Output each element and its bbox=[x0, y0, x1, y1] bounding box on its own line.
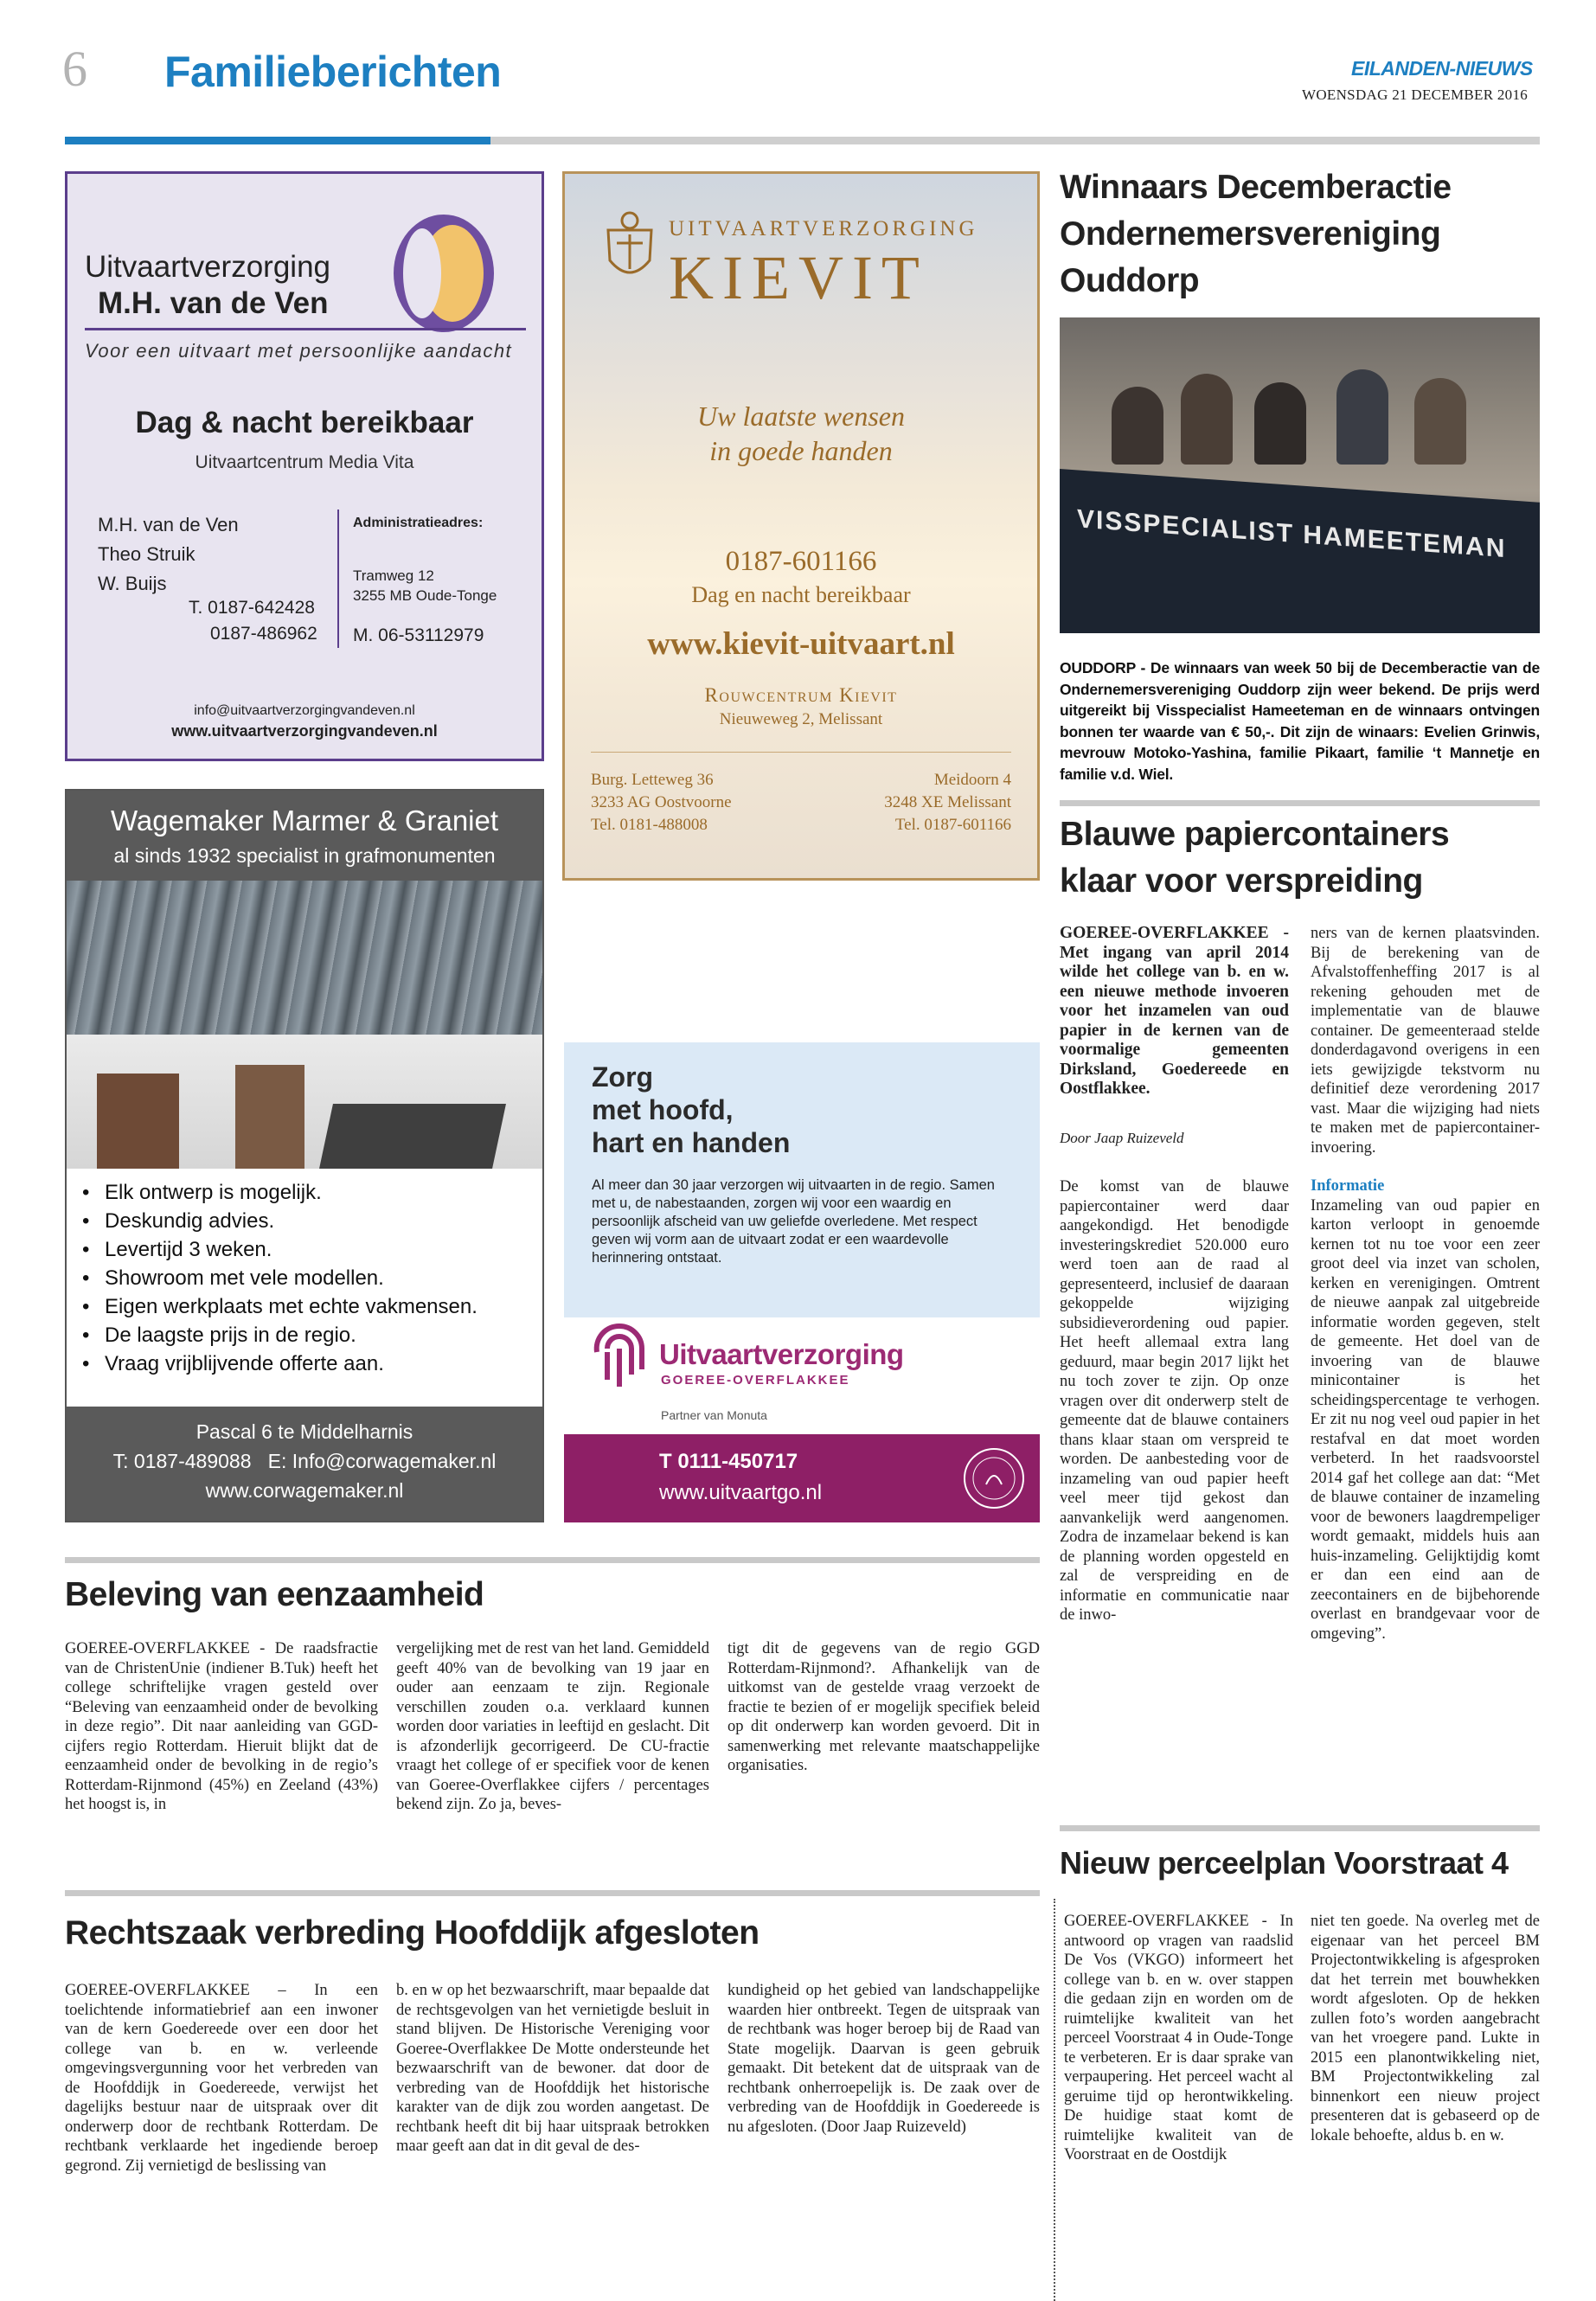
vandeven-subline: Uitvaartcentrum Media Vita bbox=[195, 452, 414, 472]
vandeven-vertical-rule bbox=[337, 510, 339, 648]
vandeven-address-1: Tramweg 12 bbox=[353, 567, 434, 584]
rechtszaak-text-3: kundigheid op het gebied van landschappelijke waarden hier ontbreekt. Tegen de uitspraak van de rechtbank was hoger beroep bij de Raad van State mogelijk. Daarvan is geen gebruik gemaakt. Dit betekent dat de uitspraak van de rechtbank onherroepelijk is. De zaak over de verbreding van de Hoofddijk in Goedereede is nu afgesloten. (Door Jaap Ruizeveld) bbox=[727, 1982, 1040, 2136]
goeree-head-2: met hoofd, bbox=[592, 1094, 734, 1125]
kievit-brand-large: KIEVIT bbox=[669, 243, 928, 312]
wagemaker-subtitle: al sinds 1932 specialist in grafmonumenten bbox=[113, 844, 496, 867]
goeree-body: Al meer dan 30 jaar verzorgen wij uitvaarten in de regio. Samen met u, de nabestaanden, zorgen wij voor een waardig en persoonlijk afscheid van uw geliefde overledene. Met respect geven wij vorm aan de uitvaart zodat er een waardevolle herinnering ontstaat. bbox=[592, 1177, 995, 1266]
papier-lead: GOEREE-OVERFLAKKEE - Met ingang van april 2014 wilde het college van b. en w. een nieuwe methode invoeren voor het inzamelen van oud papier in de kernen van de voormalige gemeenten Dirksland, Goedereede en Oostflakkee. bbox=[1060, 924, 1289, 1098]
rechtszaak-text-2: b. en w op het bezwaarschrift, maar bepaalde dat de rechtsgevolgen van het vernietigde besluit in stand blijven. De Historische Vereniging voor Goeree-Overflakkee De Motte ondersteunde het bezwaarschrift van de bewoner. dat door de verbreding van de Hoofddijk het historische karakter van de dijk zou worden aangetast. De rechtbank heeft dit bij haar uitspraak betrokken maar geeft aan dat in dit geval de des- bbox=[396, 1982, 709, 2155]
vandeven-address-2: 3255 MB Oude-Tonge bbox=[353, 587, 497, 604]
winners-caption: OUDDORP - De winnaars van week 50 bij de Decemberactie van de Ondernemersvereniging Ouddorp zijn weer bekend. De prijs werd uitgereikt bij Visspecialist Hameeteman en de winnaars ontvingen bonnen ter waarde van € 50,-. Dit zijn de winaars: Evelien Grinwis, mevrouw Motoko-Yashina, familie Pikaart, familie ‘t Mannetje en familie v.d. Wiel. bbox=[1060, 659, 1540, 783]
wagemaker-bullet: • Deskundig advies. bbox=[75, 1207, 542, 1235]
voorstraat-text-1: GOEREE-OVERFLAKKEE - In antwoord op vragen van raadslid De Vos (VKGO) informeert het college van b. en w. over stappen die gedaan zijn en worden om de ruimtelijke kwaliteit van het perceel Voorstraat 4 in Oude-Tonge te verbeteren. Er is daar sprake van verpaupering. Het perceel wacht al geruime tijd op herontwikkeling. De huidige staat komt de ruimtelijke kwaliteit van de Voorstraat en de Oostdijk bbox=[1064, 1913, 1293, 2163]
goeree-head-1: Zorg bbox=[592, 1061, 654, 1093]
papier-body-2: ners van de kernen plaatsvinden. Bij de berekening van de Afvalstoffenheffing 2017 is al rekening gehouden met de implementatie van de blauwe container. De gemeenteraad stelde donderdagavond overigens in een iets gewijzigde tekstvorm nu definitief deze verordening 2017 vast. Maar die wijziging had niets te maken met de papiercontainer-invoering. bbox=[1311, 925, 1540, 1157]
papier-body-1: De komst van de blauwe papiercontainer werd daar aangekondigd. Het benodigde investeringskrediet 520.000 euro werd toen aan de raad al gepresenteerd, inclusief de daaraan gekoppelde wijziging subsidieverordening oud papier. Het heeft allemaal extra lang geduurd, maar begin 2017 lijkt het nu toch zover te zijn. Op onze vragen over dit onderwerp stelt de gemeente dat de blauwe containers thans klaar staan om verspreid te worden. De aanbesteding voor de inzameling van oud papier heeft veel meer tijd gekost dan aanvankelijk werd aangenomen. Zodra de inzamelaar bekend is kan de planning worden opgesteld en zal de verspreiding en de informatie en communicatie naar de inwo- bbox=[1060, 1178, 1289, 1624]
wagemaker-bullet: • Showroom met vele modellen. bbox=[75, 1264, 542, 1292]
eenzaamheid-col-1 bbox=[65, 1639, 378, 1815]
ad-uitvaart-kievit bbox=[562, 171, 1040, 881]
vandeven-brand-line2: M.H. van de Ven bbox=[98, 286, 329, 320]
divider-rechtszaak bbox=[65, 1890, 1040, 1896]
wagemaker-footer-1: Pascal 6 te Middelharnis bbox=[195, 1420, 413, 1443]
vandeven-admin-label: Administratieadres: bbox=[353, 516, 484, 530]
wagemaker-photo-showroom bbox=[67, 881, 542, 1035]
eenzaamheid-text-3: tigt dit de gegevens van de regio GGD Rotterdam-Rijnmond?. Afhankelijk van de uitkomst van de gestelde vraag verzoekt de fractie te bezien of er mogelijk specifiek beleid op dit onderwerp kan worden gevoerd. Dit in samenwerking met relevante maatschappelijke organisaties. bbox=[727, 1640, 1040, 1774]
vandeven-name-2: Theo Struik bbox=[98, 543, 195, 565]
papier-body-3: Inzameling van oud papier en karton verloopt in genoemde kernen tot nu toe voor een zeer groot deel via inzet van scholen, kerken en verenigingen. Omtrent de nieuwe aanpak zal uitgebreide informatie worden gegeven, stelt de gemeente. Het doel van de invoering van de blauwe minicontainer is het scheidingspercentage te verhogen. Er zit nu nog veel oud papier in het restafval en dat moet worden verbeterd. In het raadsvoorstel 2014 gaf het college aan dat: “Met de blauwe container de inzameling voor de bewoners laagdrempeliger wordt gemaakt, middels huis aan huis-inzameling. Gelijktijdig komt er dan een eind aan de zeecontainers en de bijbehorende overlast en brandgevaar voor de omgeving”. bbox=[1311, 1196, 1540, 1643]
papier-subhead: Informatie bbox=[1311, 1177, 1385, 1195]
wagemaker-title: Wagemaker Marmer & Graniet bbox=[110, 804, 499, 836]
vandeven-phone-2: 0187-486962 bbox=[210, 624, 317, 644]
divider-eenzaamheid bbox=[65, 1557, 1040, 1563]
vandeven-logo-icon bbox=[370, 208, 509, 338]
kievit-center: Rouwcentrum Kievit bbox=[704, 684, 898, 706]
voorstraat-title: Nieuw perceelplan Voorstraat 4 bbox=[1060, 1845, 1509, 1881]
wagemaker-footer bbox=[67, 1407, 542, 1521]
wagemaker-bullets bbox=[75, 1178, 542, 1378]
kievit-crest-icon bbox=[599, 208, 660, 286]
kievit-left-addr-1: Burg. Letteweg 36 bbox=[591, 771, 714, 789]
kievit-divider bbox=[591, 752, 1011, 753]
photo-banner bbox=[1060, 469, 1540, 633]
rechtszaak-col-1 bbox=[65, 1981, 378, 2176]
wagemaker-footer-2: T: 0187-489088 E: Info@corwagemaker.nl bbox=[112, 1450, 497, 1472]
papier-title: Blauwe papiercontainers klaar voor verspreiding bbox=[1060, 816, 1450, 900]
kievit-right-addr-3: Tel. 0187-601166 bbox=[894, 816, 1011, 834]
kievit-slogan-2: in goede handen bbox=[709, 435, 893, 466]
ad-wagemaker bbox=[65, 789, 544, 1522]
eenzaamheid-col-2 bbox=[396, 1639, 709, 1815]
kievit-slogan-1: Uw laatste wensen bbox=[697, 401, 905, 432]
newspaper-logo: EILANDEN-NIEUWS bbox=[1351, 57, 1533, 80]
vandeven-name-1: M.H. van de Ven bbox=[98, 514, 239, 535]
rechtszaak-col-2 bbox=[396, 1981, 709, 2157]
goeree-head-3: hart en handen bbox=[592, 1127, 791, 1158]
wagemaker-header bbox=[67, 791, 542, 881]
kievit-left-addr-2: 3233 AG Oostvoorne bbox=[591, 793, 732, 811]
winners-photo bbox=[1060, 317, 1540, 633]
goeree-partner: Partner van Monuta bbox=[661, 1408, 767, 1422]
eenzaamheid-text-1: GOEREE-OVERFLAKKEE - De raadsfractie van de ChristenUnie (indiener B.Tuk) heeft het college schriftelijke vragen gesteld over “Beleving van eenzaamheid onder de bevolking in deze regio”. Dit naar aanleiding van GGD-cijfers regio Rotterdam. Hieruit blijkt dat de eenzaamheid onder de bevolking in de regio’s Rotterdam-Rijnmond (45%) en Zeeland (43%) het hoogst is, in bbox=[65, 1640, 378, 1813]
photo-group bbox=[1094, 352, 1501, 473]
wagemaker-bullet: • Elk ontwerp is mogelijk. bbox=[75, 1178, 542, 1207]
wagemaker-bullet: • Vraag vrijblijvende offerte aan. bbox=[75, 1349, 542, 1378]
vandeven-headline: Dag & nacht bereikbaar bbox=[135, 406, 474, 439]
eenzaamheid-col-3 bbox=[727, 1639, 1040, 1776]
goeree-phone: T 0111-450717 bbox=[659, 1450, 798, 1473]
vandeven-website: www.uitvaartverzorgingvandeven.nl bbox=[171, 722, 438, 740]
vandeven-mobile: M. 06-53112979 bbox=[353, 625, 484, 645]
rechtszaak-col-3 bbox=[727, 1981, 1040, 2137]
voorstraat-text-2: niet ten goede. Na overleg met de eigenaar van het perceel BM Projectontwikkeling is afgesproken dat het terrein met bouwhekken wordt afgesloten. Op de hekken zullen foto’s worden aangebracht van het vroegere pand. Lukte in 2015 een planontwikkeling niet, BM Projectontwikkeling zal binnenkort een nieuw project presenteren dat is gebaseerd op de lokale behoefte, aldus b. en w. bbox=[1311, 1913, 1540, 2144]
kievit-brand-small: UITVAARTVERZORGING bbox=[669, 217, 978, 240]
goeree-fingerprint-icon bbox=[588, 1317, 651, 1395]
papier-col-2 bbox=[1311, 924, 1540, 1644]
kievit-website: www.kievit-uitvaart.nl bbox=[647, 626, 955, 662]
header-rule-grey bbox=[490, 137, 1540, 144]
wagemaker-photo-stones bbox=[67, 1035, 542, 1169]
papier-col-1 bbox=[1060, 924, 1289, 1625]
ad-uitvaart-goeree bbox=[564, 1042, 1040, 1522]
vandeven-divider bbox=[85, 328, 526, 330]
rechtszaak-text-1: GOEREE-OVERFLAKKEE – In een toelichtende informatiebrief aan een inwoner van de kern Goedereede over een door het college van b. en w. verleende omgevingsvergunning voor het verbreden van de Hoofddijk in Goedereede, verwijst het dagelijks bestuur naar de uitspraak over dit onderwerp door de rechtbank Rotterdam. De rechtbank verklaarde het ingediende beroep gegrond. Zij vernietigd de beslissing van bbox=[65, 1982, 378, 2175]
goeree-footer bbox=[564, 1434, 1040, 1522]
section-title: Familieberichten bbox=[164, 48, 502, 96]
vandeven-name-3: W. Buijs bbox=[98, 573, 167, 594]
wagemaker-bullet: • Levertijd 3 weken. bbox=[75, 1235, 542, 1264]
kievit-left-addr-3: Tel. 0181-488008 bbox=[591, 816, 708, 834]
kievit-phone: 0187-601166 bbox=[725, 546, 877, 577]
divider-voorstraat bbox=[1060, 1825, 1540, 1831]
eenzaamheid-text-2: vergelijking met de rest van het land. Gemiddeld geeft 40% van de bevolking van 19 jaar en ouder aan eenzaam te zijn. Regionale verschillen zouden o.a. verklaard kunnen worden door variaties in leeftijd en geslacht. Dit is afzonderlijk gecorrigeerd. De CU-fractie vraagt het college of er specifiek voor de kenen van Goeree-Overflakkee cijfers / percentages bekend zijn. Zo ja, beves- bbox=[396, 1640, 709, 1813]
kievit-right-addr-1: Meidoorn 4 bbox=[933, 771, 1011, 789]
vandeven-brand-line1: Uitvaartverzorging bbox=[85, 250, 330, 284]
winners-title: Winnaars Decemberactie Ondernemersvereniging Ouddorp bbox=[1060, 169, 1452, 299]
wagemaker-bullet: • Eigen werkplaats met echte vakmensen. bbox=[75, 1292, 542, 1321]
ad-uitvaart-vandeven bbox=[65, 171, 544, 761]
page-number: 6 bbox=[62, 41, 87, 97]
kievit-phone-note: Dag en nacht bereikbaar bbox=[691, 582, 911, 607]
issue-date: WOENSDAG 21 DECEMBER 2016 bbox=[1302, 87, 1529, 103]
goeree-seal-icon bbox=[960, 1445, 1028, 1512]
divider-papier bbox=[1060, 800, 1540, 806]
rechtszaak-title: Rechtszaak verbreding Hoofddijk afgesloten bbox=[65, 1914, 760, 1952]
goeree-blue-panel bbox=[564, 1042, 1040, 1317]
voorstraat-col-2 bbox=[1311, 1912, 1540, 2145]
wagemaker-bullet: • De laagste prijs in de regio. bbox=[75, 1321, 542, 1349]
kievit-right-addr-2: 3248 XE Melissant bbox=[884, 793, 1011, 811]
papier-byline: Door Jaap Ruizeveld bbox=[1060, 1129, 1184, 1146]
vandeven-phone-1: T. 0187-642428 bbox=[189, 598, 315, 618]
vandeven-email: info@uitvaartverzorgingvandeven.nl bbox=[194, 703, 415, 718]
goeree-brand-sub: GOEREE-OVERFLAKKEE bbox=[661, 1373, 850, 1388]
voorstraat-dotted-rule bbox=[1054, 1899, 1055, 2301]
goeree-brand: Uitvaartverzorging bbox=[659, 1338, 904, 1370]
photo-banner-text: VISSPECIALIST HAMEETEMAN bbox=[1077, 504, 1507, 564]
goeree-website: www.uitvaartgo.nl bbox=[659, 1481, 823, 1504]
vandeven-tagline: Voor een uitvaart met persoonlijke aandacht bbox=[85, 340, 513, 362]
eenzaamheid-title: Beleving van eenzaamheid bbox=[65, 1576, 484, 1613]
kievit-center-address: Nieuweweg 2, Melissant bbox=[719, 710, 883, 728]
header-rule-blue bbox=[65, 137, 490, 144]
wagemaker-footer-3: www.corwagemaker.nl bbox=[205, 1479, 404, 1502]
voorstraat-col-1 bbox=[1064, 1912, 1293, 2165]
